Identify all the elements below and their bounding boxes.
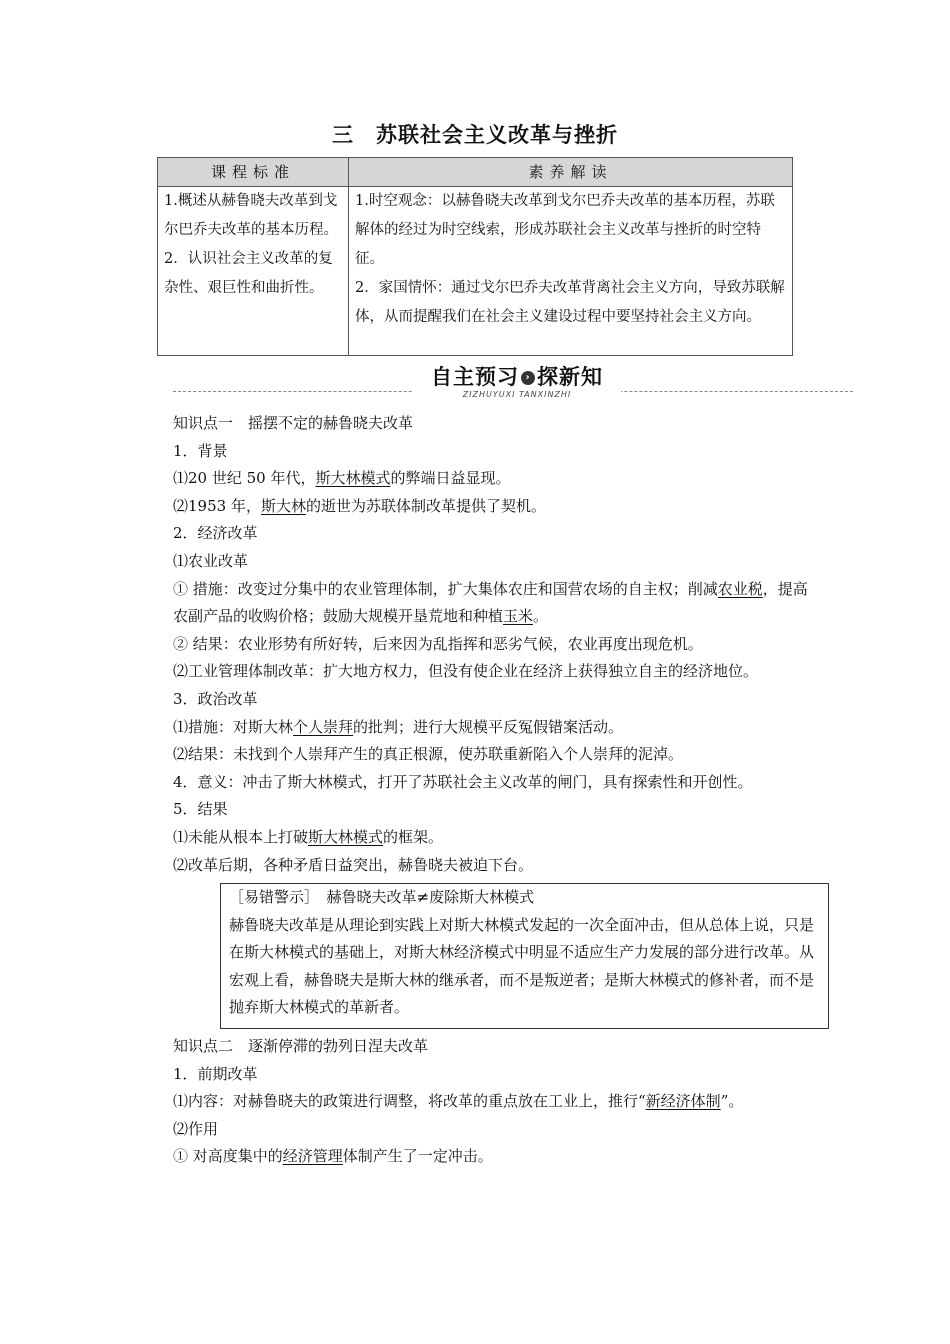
paragraph: 4．意义：冲击了斯大林模式，打开了苏联社会主义改革的闸门，具有探索性和开创性。 [173,772,753,791]
paragraph: ⑵1953 年，斯大林的逝世为苏联体制改革提供了契机。 [173,496,546,515]
key-term: 斯大林模式 [315,469,391,488]
sub-heading: 2．经济改革 [173,524,258,543]
standards-cell [158,187,349,356]
sub-heading: 3．政治改革 [173,689,258,708]
paragraph: ⑴内容：对赫鲁晓夫的政策进行调整，将改革的重点放在工业上，推行“新经济体制”。 [173,1092,744,1111]
paragraph: ⑴未能从根本上打破斯大林模式的框架。 [173,827,444,846]
paragraph: ⑴20 世纪 50 年代，斯大林模式的弊端日益显现。 [173,469,511,488]
chevron-right-icon: › [521,371,535,385]
table-header-standard: 课程标准 [158,158,349,187]
section-heading: 知识点二 逐渐停滞的勃列日涅夫改革 [173,1037,429,1056]
sub-heading: 1．背景 [173,441,228,460]
warning-text: 赫鲁晓夫改革是从理论到实践上对斯大林模式发起的一次全面冲击，但从总体上说，只是在斯大林模式的基础上，对斯大林经济模式中明显不适应生产力发展的部分进行改革。从宏观上看，赫鲁晓夫是斯大林的继承者，而不是叛逆者；是斯大林模式的修补者，而不是抛弃斯大林模式的革新者。 [229,915,815,1017]
sub-heading: ⑴农业改革 [173,551,249,570]
literacy-item: 2．家国情怀：通过戈尔巴乔夫改革背离社会主义方向，导致苏联解体，从而提醒我们在社会主义建设过程中要坚持社会主义方向。 [355,280,785,325]
table-header-literacy: 素养解读 [349,158,793,187]
paragraph: ⑵结果：未找到个人崇拜产生的真正根源，使苏联重新陷入个人崇拜的泥淖。 [173,745,684,764]
sub-heading: 1．前期改革 [173,1064,258,1083]
literacy-cell [349,187,793,356]
key-term: 斯大林模式 [308,827,384,846]
standard-item: 1.概述从赫鲁晓夫改革到戈尔巴乔夫改革的基本历程。 [164,193,338,238]
page-title: 三 苏联社会主义改革与挫折 [332,122,618,147]
warning-heading: ［易错警示］ 赫鲁晓夫改革≠废除斯大林模式 [229,888,535,907]
paragraph: ① 措施：改变过分集中的农业管理体制，扩大集体农庄和国营农场的自主权；削减农业税，提高农副产品的收购价格；鼓励大规模开垦荒地和种植玉米。 [173,579,808,626]
key-term: 经济管理 [282,1147,343,1166]
key-term: 斯大林 [260,496,306,515]
section-banner [413,360,621,400]
main-content [145,410,820,1171]
banner-left-text: 自主预习 [431,365,519,389]
section-heading: 知识点一 摇摆不定的赫鲁晓夫改革 [173,414,414,432]
literacy-item: 1.时空观念：以赫鲁晓夫改革到戈尔巴乔夫改革的基本历程，苏联解体的经过为时空线索，形成苏联社会主义改革与挫折的时空特征。 [355,193,775,267]
paragraph: ⑵工业管理体制改革：扩大地方权力，但没有使企业在经济上获得独立自主的经济地位。 [173,662,759,681]
paragraph: ② 结果：农业形势有所好转，后来因为乱指挥和恶劣气候，农业再度出现危机。 [173,634,703,653]
banner-right-text: 探新知 [537,365,603,389]
sub-heading: 5．结果 [173,800,228,819]
paragraph: ① 对高度集中的经济管理体制产生了一定冲击。 [173,1147,493,1166]
banner-subtitle: ZIZHUYUXI TANXINZHI [462,390,572,399]
paragraph: ⑵改革后期，各种矛盾日益突出，赫鲁晓夫被迫下台。 [173,855,534,874]
key-term: 玉米 [503,607,534,626]
error-warning-box [220,883,829,1029]
key-term: 个人崇拜 [293,717,354,736]
key-term: 新经济体制 [645,1092,721,1111]
sub-heading: ⑵作用 [173,1119,219,1138]
paragraph: ⑴措施：对斯大林个人崇拜的批判；进行大规模平反冤假错案活动。 [173,717,624,736]
key-term: 农业税 [717,579,763,598]
standard-item: 2．认识社会主义改革的复杂性、艰巨性和曲折性。 [164,251,333,296]
curriculum-standards-table [157,157,793,356]
